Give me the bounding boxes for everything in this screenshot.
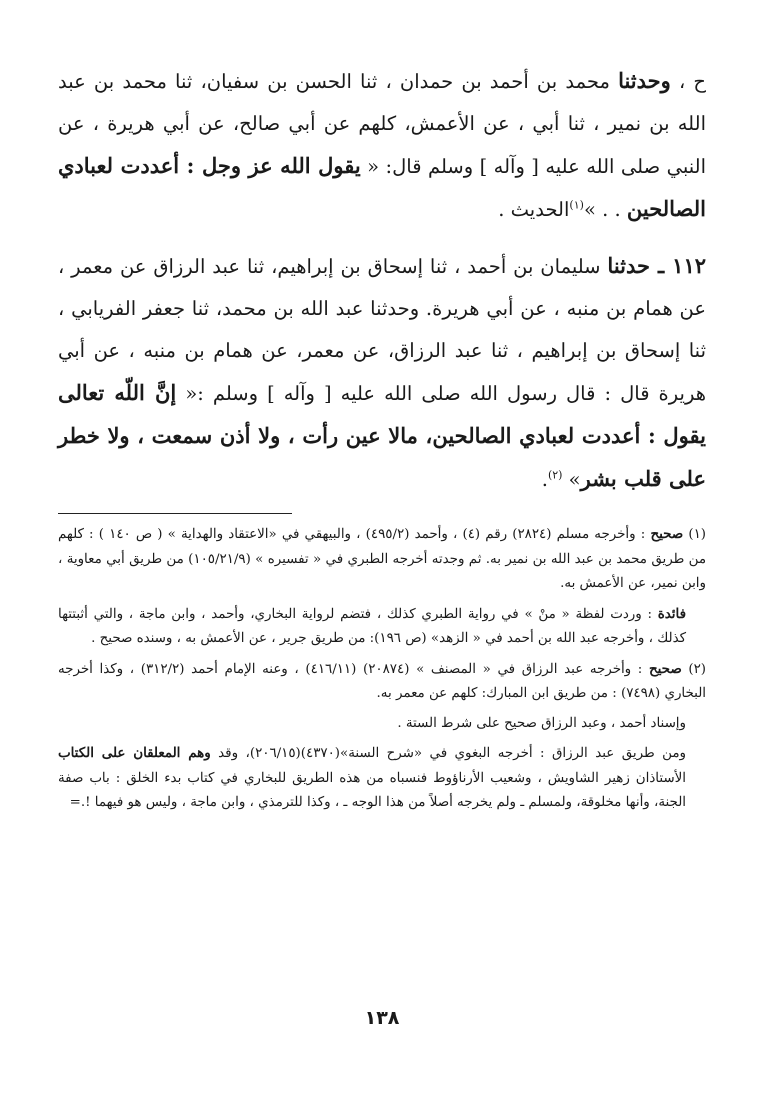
p2-bold-1: إنَّ اللّه تعالى يقول : أعددت لعبادي الصالحين، مالا عين رأت ، ولا أذن سمعت ، ولا خطر على قلب بشر (58, 380, 706, 491)
footnote-2-commentary (58, 741, 706, 816)
paragraph-1 (58, 60, 706, 231)
paragraph-2 (58, 245, 706, 501)
footnote-1-benefit (58, 602, 706, 652)
p2-text-3: . (541, 468, 548, 491)
page-number: ١٣٨ (364, 1007, 400, 1029)
footnote-2-isnad-text: وإسناد أحمد ، وعبد الرزاق صحيح على شرط الستة . (397, 715, 686, 731)
p2-text-2: » (562, 468, 581, 491)
p2-hadith-number: ١١٢ ـ حدثنا (607, 253, 707, 278)
footnote-2-number: (٢) (681, 661, 707, 677)
p1-text-4: الحديث . (498, 198, 570, 221)
footnotes (58, 522, 706, 816)
footnote-2-commentary-text-1: ومن طريق عبد الرزاق : أخرجه البغوي في «شرح السنة»(٤٣٧٠)(٢٠٦/١٥)، وقد (210, 746, 686, 761)
p1-bold-1: وحدثنا (618, 68, 671, 93)
footnote-divider (58, 513, 292, 514)
footnote-2-isnad (58, 712, 706, 737)
main-text (58, 60, 706, 501)
footnote-1-benefit-label: فائدة (657, 605, 686, 622)
p2-text-1: سليمان بن أحمد ، ثنا إسحاق بن إبراهيم، ثنا عبد الرزاق عن معمر ، عن همام بن منبه ، عن أبي هريرة. وحدثنا عبد الله بن محمد، ثنا جعفر الفريابي ، ثنا إسحاق بن إبراهيم ، ثنا عبد الرزاق، عن معمر، عن همام بن منبه ، عن أبي هريرة قال : قال رسول الله صلى الله عليه [ وآله ] وسلم :« (58, 255, 706, 405)
footnote-2-text: : وأخرجه عبد الرزاق في « المصنف » (٢٠٨٧٤) (٤١٦/١١) ، وعنه الإمام أحمد (٣١٢/٢) ، وكذا أخرجه البخاري (٧٤٩٨) : من طريق ابن المبارك: كلهم عن معمر به. (58, 661, 706, 701)
p1-bold-2: يقول الله عز وجل : أعددت لعبادي الصالحين (58, 153, 706, 221)
footnote-1-benefit-text: : وردت لفظة « منْ » في رواية الطبري كذلك ، فتضم لرواية البخاري، وأحمد ، وابن ماجة ، والتي أثبتتها كذلك ، وأخرجه عبد الله بن أحمد في « الزهد» (ص ١٩٦): من طريق جرير ، عن الأعمش به ، وسنده صحيح . (58, 606, 686, 646)
footnote-2-commentary-text-2: الأستاذان زهير الشاويش ، وشعيب الأرناؤوط فنسباه من هذه الطريق للبخاري في كتاب بدء الخلق : باب صفة الجنة، وأنها مخلوقة، ولمسلم ـ ولم يخرجه أصلاً من هذا الوجه ـ ، وكذا للترمذي ، وابن ماجة ، وليس هو فيهما !.= (58, 770, 686, 810)
footnote-1-label: صحيح (650, 526, 684, 542)
p1-text-3: . . » (583, 198, 627, 221)
p1-text-1: ح ، (670, 70, 706, 93)
footnote-ref-1: (١) (569, 198, 584, 212)
p1-text-2: محمد بن أحمد بن حمدان ، ثنا الحسن بن سفيان، ثنا محمد بن عبد الله بن نمير ، ثنا أبي ، عن الأعمش، كلهم عن أبي صالح، عن أبي هريرة ، عن النبي صلى الله عليه [ وآله ] وسلم قال: « (58, 70, 706, 178)
footnote-1-number: (١) (683, 527, 706, 542)
footnote-2-label: صحيح (648, 660, 682, 677)
footnote-2 (58, 657, 706, 707)
document-page (58, 60, 706, 821)
footnote-1-text: : وأخرجه مسلم (٢٨٢٤) رقم (٤) ، وأحمد (٤٩٥/٢) ، والبيهقي في «الاعتقاد والهداية » ( ص ١٤٠ ) : كلهم من طريق محمد بن عبد الله بن نمير به. ثم وجدته أخرجه الطبري في « تفسيره » (١٠٥/٢١/٩) من طريق أبي معاوية ، وابن نمير، عن الأعمش به. (58, 527, 706, 591)
footnote-ref-2: (٢) (547, 468, 563, 482)
footnote-2-commentary-bold: وهم المعلقان على الكتاب (58, 745, 211, 761)
footnote-1 (58, 522, 706, 597)
